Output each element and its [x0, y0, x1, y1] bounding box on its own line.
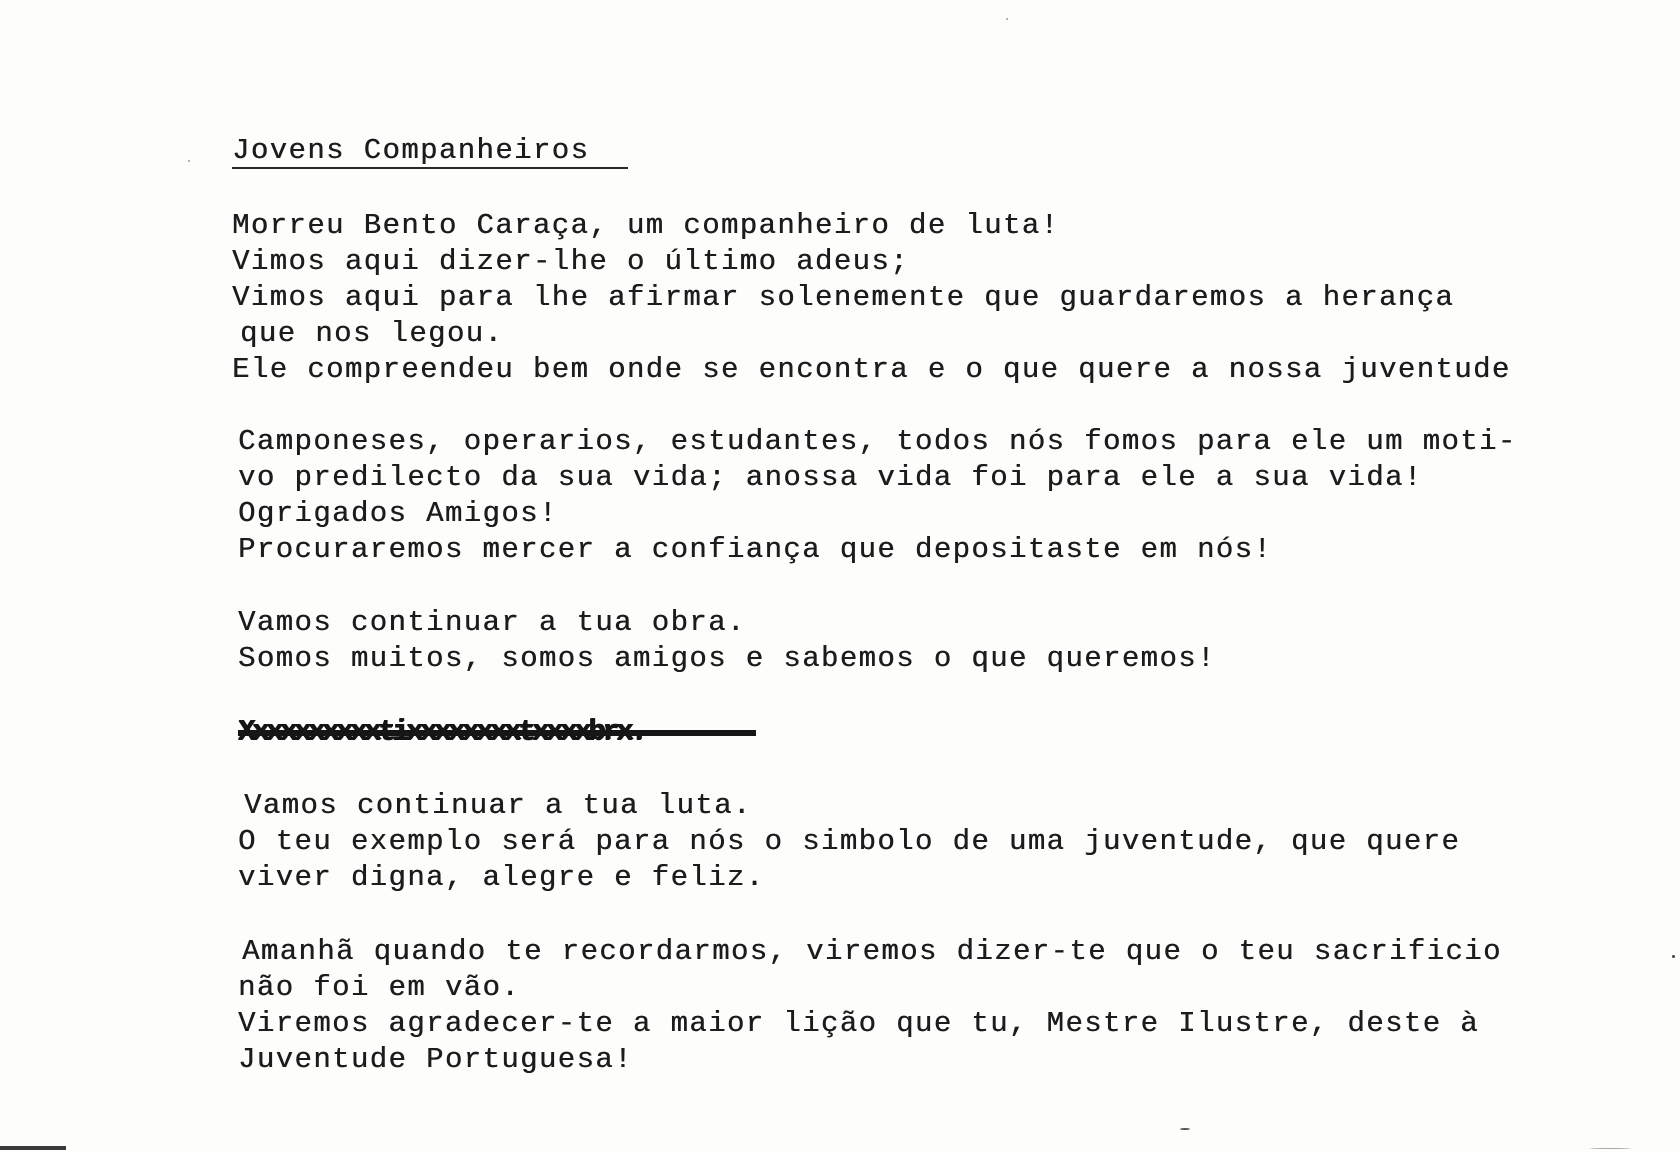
text-line: O teu exemplo será para nós o simbolo de uma juventude, que quere — [238, 825, 1461, 858]
text-line: Ogrigados Amigos! — [238, 497, 558, 530]
text-line: Camponeses, operarios, estudantes, todos nós fomos para ele um moti- — [238, 425, 1517, 458]
text-line: Procuraremos mercer a confiança que depositaste em nós! — [238, 533, 1273, 566]
title-underline — [232, 167, 628, 169]
paper-speck — [1590, 1148, 1630, 1149]
text-line: viver digna, alegre e feliz. — [238, 861, 765, 894]
text-line: Vimos aqui dizer-lhe o último adeus; — [232, 245, 909, 278]
paper-speck — [1006, 18, 1008, 20]
paper-speck — [1672, 955, 1675, 958]
text-line: vo predilecto da sua vida; anossa vida foi para ele a sua vida! — [238, 461, 1423, 494]
text-line: que nos legou. — [240, 317, 504, 350]
text-line: Vamos continuar a tua luta. — [244, 789, 752, 822]
paragraph-1 — [232, 208, 1612, 388]
paragraph-4 — [232, 788, 1612, 896]
strikeout-overtype — [238, 730, 756, 736]
paragraph-2 — [232, 424, 1612, 568]
text-line: Somos muitos, somos amigos e sabemos o que queremos! — [238, 642, 1216, 675]
text-line: Vamos continuar a tua obra. — [238, 606, 746, 639]
text-line: Morreu Bento Caraça, um companheiro de luta! — [232, 209, 1060, 242]
text-line: Juventude Portuguesa! — [238, 1043, 633, 1076]
text-line: Vimos aqui para lhe afirmar solenemente que guardaremos a herança — [232, 281, 1455, 314]
text-line: Amanhã quando te recordarmos, viremos dizer-te que o teu sacrificio — [242, 935, 1502, 968]
text-line: Ele compreendeu bem onde se encontra e o que quere a nossa juventude — [232, 353, 1511, 386]
paragraph-5 — [232, 934, 1612, 1078]
page-title: Jovens Companheiros — [232, 134, 590, 167]
text-line: Viremos agradecer-te a maior lição que tu, Mestre Ilustre, deste à — [238, 1007, 1479, 1040]
paper-speck — [188, 160, 190, 162]
page-edge-mark — [0, 1146, 66, 1150]
paragraph-3 — [232, 605, 1612, 677]
paper-speck — [1180, 1128, 1190, 1130]
text-line: não foi em vão. — [238, 971, 521, 1004]
